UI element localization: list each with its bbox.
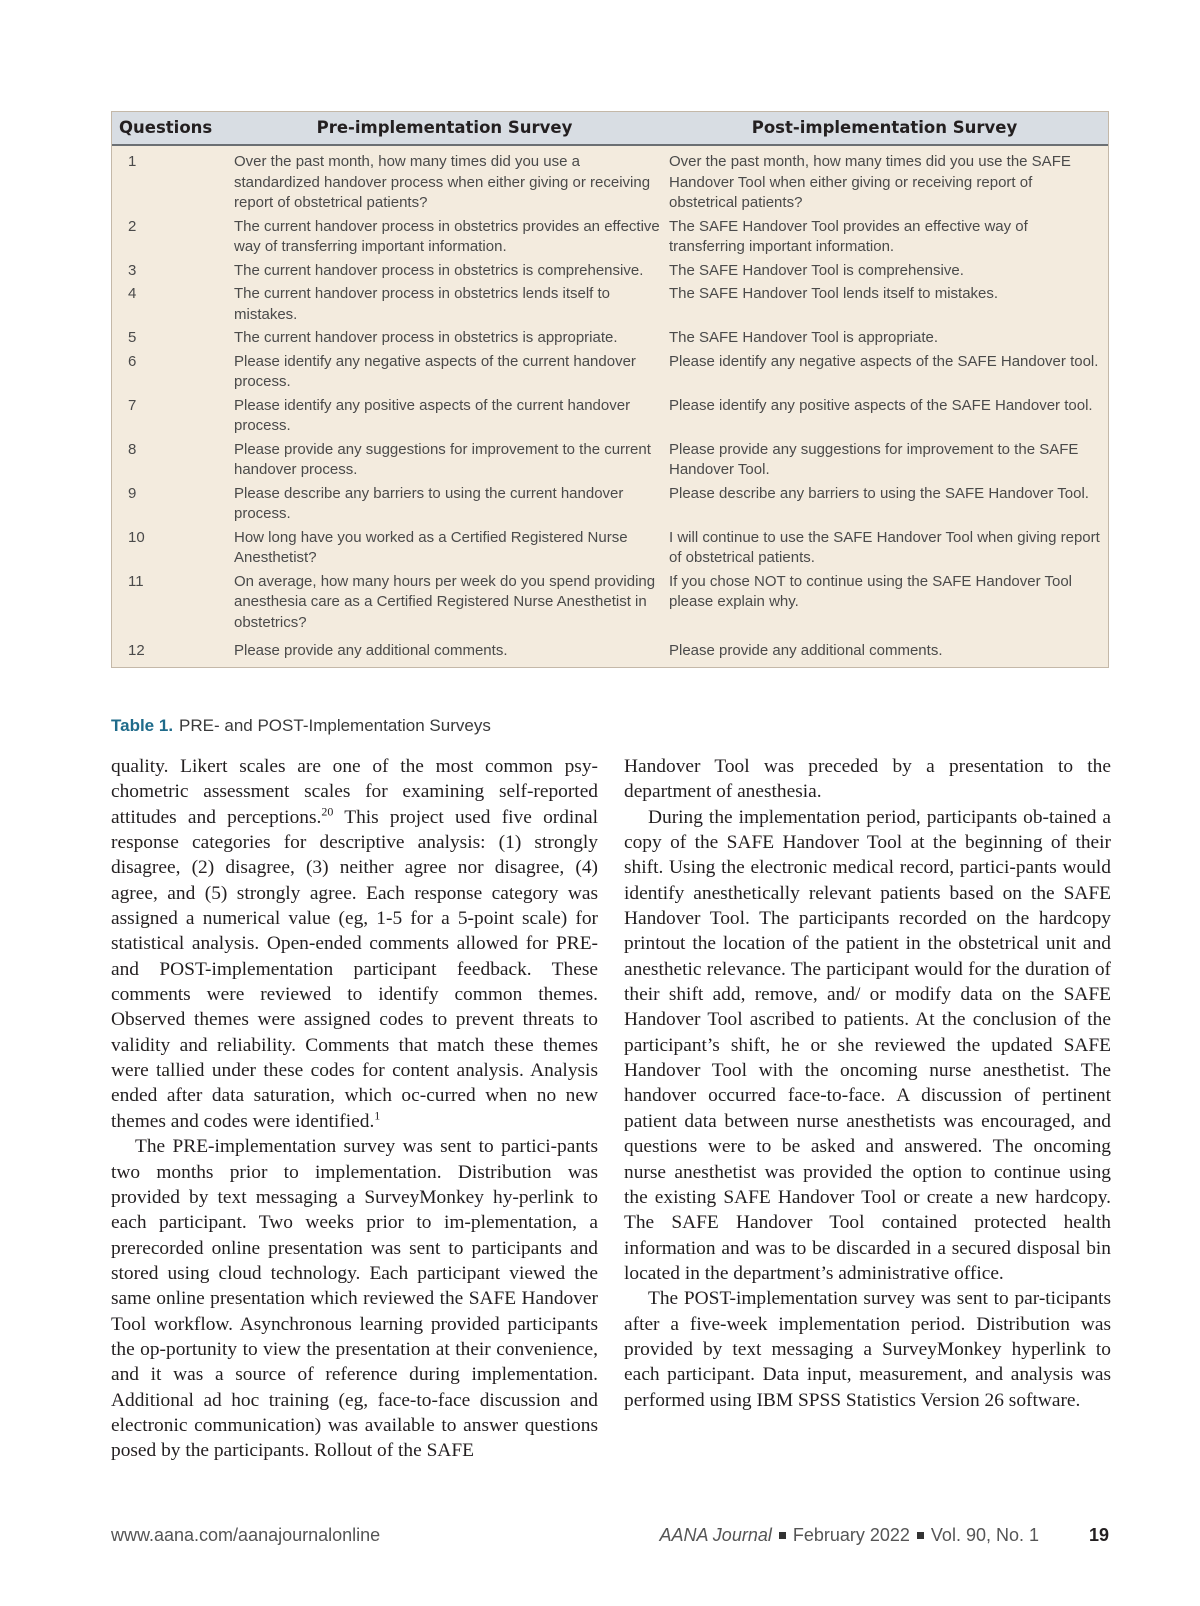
question-number: 8 [128,440,137,458]
post-question: I will continue to use the SAFE Handover Tool when giving report of obstetrical patients. [669,528,1100,566]
page-number: 19 [1088,1525,1109,1545]
pre-question: Please identify any positive aspects of the current handover process. [234,396,631,434]
pre-question: The current handover process in obstetrics provides an effective way of transferring important information. [234,217,660,255]
table-caption [111,716,491,736]
table-row [112,528,1108,569]
post-question: Please identify any positive aspects of the SAFE Handover tool. [669,396,1093,414]
pre-question: Over the past month, how many times did you use a standardized handover process when either giving or receiving report of obstetrical patients? [234,153,651,211]
table-caption-text: PRE- and POST-Implementation Surveys [179,716,491,735]
issue-date: February 2022 [792,1525,910,1545]
table-row [112,396,1108,437]
question-number: 12 [128,642,145,659]
header-questions: Questions [119,117,213,137]
paragraph-text: quality. Likert scales are one of the most common psy-chometric assessment scales for examining self-reported attitudes and perceptions. [111,756,598,828]
table-row [112,152,1108,214]
citation: 20 [321,804,334,819]
paragraph [111,754,598,1134]
question-number: 4 [128,285,137,302]
table-row [112,261,1108,282]
header-post-implementation: Post-implementation Survey [751,117,1018,137]
question-number: 7 [128,396,137,414]
question-number: 9 [128,484,137,502]
post-question: Please provide any additional comments. [669,642,943,659]
pre-question: On average, how many hours per week do you spend providing anesthesia care as a Certified Registered Nurse Anesthetist in obstetrics? [234,572,656,631]
pre-question: The current handover process in obstetrics is appropriate. [234,329,618,346]
table-row [112,328,1108,349]
paragraph: The PRE-implementation survey was sent to partici-pants two months prior to implementation. Distribution was provided by text messaging a SurveyMonkey hy-perlink to each participant. Two weeks prior to im-plementation, a prerecorded online presentation was sent to participants and stored using cloud technology. Each participant viewed the same online presentation which reviewed the SAFE Handover Tool workflow. Asynchronous learning provided participants the op-portunity to view the presentation at their convenience, and it was a source of reference during implementation. Additional ad hoc training (eg, face-to-face discussion and electronic communication) was available to answer questions posed by the participants. Rollout of the SAFE [111,1136,598,1462]
table-row [112,284,1108,325]
post-question: Please provide any suggestions for improvement to the SAFE Handover Tool. [669,440,1079,478]
question-number: 10 [128,528,145,546]
post-question: Over the past month, how many times did you use the SAFE Handover Tool when either giving or receiving report of obstetrical patients? [669,153,1071,211]
table-caption-label: Table 1. [111,716,174,735]
post-question: The SAFE Handover Tool is appropriate. [669,329,939,346]
volume-number: Vol. 90, No. 1 [930,1525,1039,1545]
table-row [112,572,1108,634]
post-question: The SAFE Handover Tool lends itself to mistakes. [669,285,999,302]
paragraph: The POST-implementation survey was sent to par-ticipants after a five-week implementation period. Distribution was provided by text messaging a SurveyMonkey hyperlink to each participant. Data input, measurement, and analysis was performed using IBM SPSS Statistics Version 26 software. [624,1288,1111,1411]
pre-question: Please identify any negative aspects of the current handover process. [234,352,636,390]
question-number: 3 [128,261,137,279]
pre-question: Please provide any suggestions for improvement to the current handover process. [234,440,651,478]
citation: 1 [374,1108,381,1123]
post-question: The SAFE Handover Tool is comprehensive. [669,261,964,279]
pre-question: Please describe any barriers to using the current handover process. [234,484,624,522]
pre-question: The current handover process in obstetrics lends itself to mistakes. [234,285,611,323]
pre-question: How long have you worked as a Certified Registered Nurse Anesthetist? [234,528,628,566]
left-column [111,754,598,1464]
square-bullet-icon [779,1532,786,1539]
paragraph-text: This project used five ordinal response categories for descriptive analysis: (1) strongly disagree, (2) disagree, (3) neither agree nor disagree, (4) agree, and (5) strongly agree. Each response category was assigned a numerical value (eg, 1-5 for a 5-point scale) for statistical analysis. Open-ended comments allowed for PRE- and POST-implementation participant feedback. These comments were reviewed to identify common themes. Observed themes were assigned codes to prevent threats to validity and reliability. Comments that match these themes were tallied under these codes for content analysis. Analysis ended after data saturation, which oc-curred when no new themes and codes were identified. [111,806,599,1132]
header-pre-implementation: Pre-implementation Survey [316,117,573,137]
post-question: If you chose NOT to continue using the SAFE Handover Tool please explain why. [669,572,1073,610]
question-number: 6 [128,352,137,370]
pre-question: The current handover process in obstetrics is comprehensive. [234,261,644,279]
question-number: 2 [128,217,137,235]
paragraph: Handover Tool was preceded by a presentation to the department of anesthesia. [624,756,1111,803]
table-row [112,352,1108,393]
page-footer [111,1525,1109,1551]
pre-question: Please provide any additional comments. [234,642,508,659]
journal-name: AANA Journal [659,1525,772,1545]
survey-table [111,111,1109,668]
paragraph: During the implementation period, participants ob-tained a copy of the SAFE Handover Tool at the beginning of their shift. Using the electronic medical record, partici-pants would identify anesthetically relevant patients based on the SAFE Handover Tool. The participants recorded on the hardcopy printout the location of the patient in the obstetrical unit and anesthetic relevance. The participant would for the duration of their shift add, remove, and/ or modify data on the SAFE Handover Tool ascribed to patients. At the conclusion of the participant’s shift, he or she reviewed the updated SAFE Handover Tool with the oncoming nurse anesthetist. The handover occurred face-to-face. A discussion of pertinent patient data between nurse anesthetists was encouraged, and questions were to be asked and answered. The oncoming nurse anesthetist was provided the option to continue using the existing SAFE Handover Tool or create a new hardcopy. The SAFE Handover Tool contained protected health information and was to be discarded in a secured disposal bin located in the department’s administrative office. [624,806,1111,1284]
question-number: 11 [128,572,144,590]
journal-url: www.aana.com/aanajournalonline [111,1525,381,1545]
table-row [112,484,1108,525]
post-question: Please identify any negative aspects of the SAFE Handover tool. [669,352,1099,370]
question-number: 1 [128,153,137,170]
post-question: Please describe any barriers to using the SAFE Handover Tool. [669,484,1089,502]
question-number: 5 [128,329,137,346]
table-row [112,217,1108,258]
right-column [624,754,1111,1413]
post-question: The SAFE Handover Tool provides an effective way of transferring important information. [669,217,1028,255]
square-bullet-icon [917,1532,924,1539]
table-header [112,112,1108,146]
table-row [112,641,1108,662]
table-body [112,146,1108,667]
journal-info [659,1525,1039,1546]
table-row [112,440,1108,481]
